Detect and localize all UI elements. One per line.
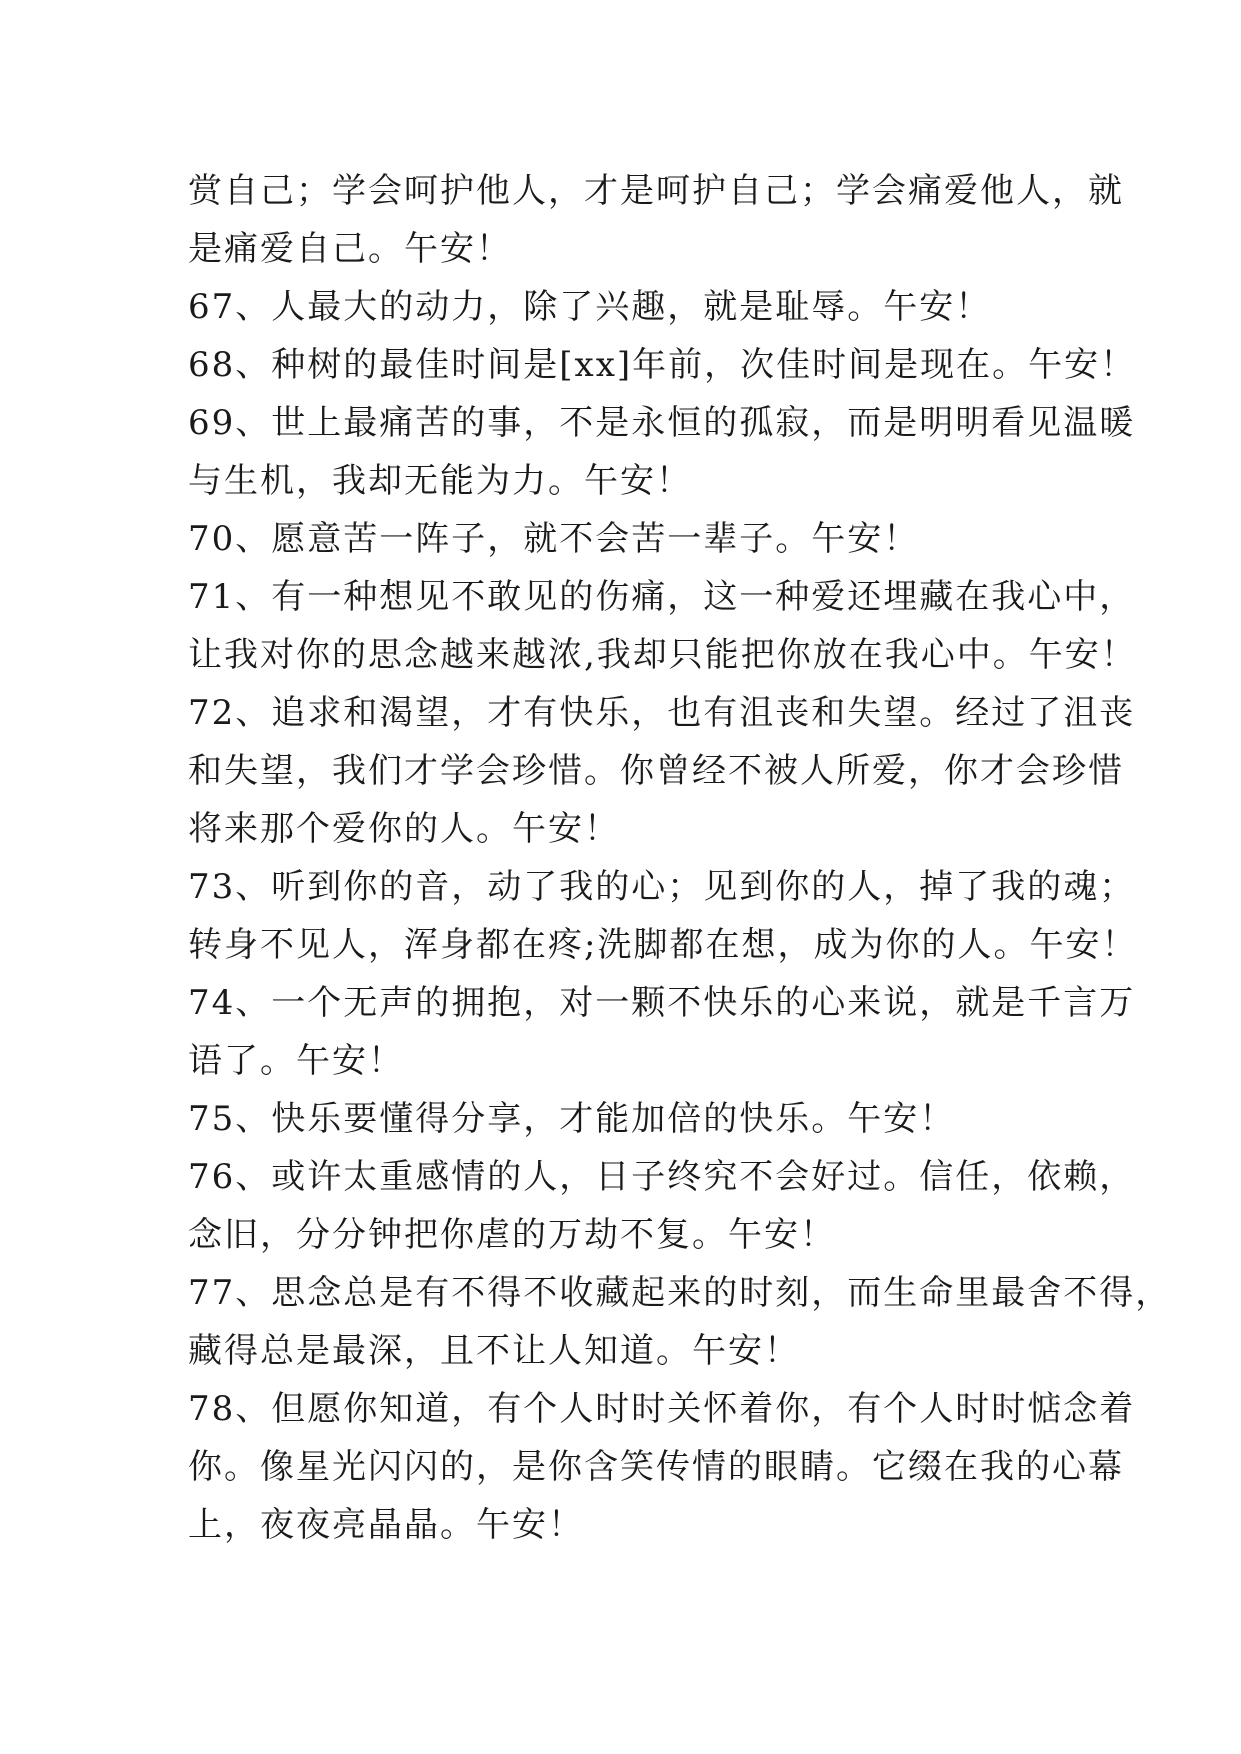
text-line: 75、快乐要懂得分享，才能加倍的快乐。午安！ (188, 1099, 956, 1139)
text-line: 69、世上最痛苦的事，不是永恒的孤寂，而是明明看见温暖 (188, 403, 1136, 443)
text-line: 藏得总是最深，且不让人知道。午安！ (188, 1331, 800, 1371)
document-body (188, 162, 1172, 1554)
text-line: 77、思念总是有不得不收藏起来的时刻，而生命里最舍不得， (188, 1273, 1172, 1313)
text-line: 上，夜夜亮晶晶。午安！ (188, 1505, 584, 1545)
text-line: 念旧，分分钟把你虐的万劫不复。午安！ (188, 1215, 836, 1255)
text-line: 68、种树的最佳时间是[xx]年前，次佳时间是现在。午安！ (188, 345, 1137, 385)
text-line: 76、或许太重感情的人，日子终究不会好过。信任，依赖， (188, 1157, 1136, 1197)
text-line: 73、听到你的音，动了我的心；见到你的人，掉了我的魂； (188, 867, 1136, 907)
text-line: 70、愿意苦一阵子，就不会苦一辈子。午安！ (188, 519, 920, 559)
text-line: 74、一个无声的拥抱，对一颗不快乐的心来说，就是千言万 (188, 983, 1136, 1023)
text-line: 71、有一种想见不敢见的伤痛，这一种爱还埋藏在我心中， (188, 577, 1136, 617)
text-line: 让我对你的思念越来越浓,我却只能把你放在我心中。午安！ (188, 635, 1137, 675)
text-line: 语了。午安！ (188, 1041, 404, 1081)
text-line: 与生机，我却无能为力。午安！ (188, 461, 692, 501)
text-line: 78、但愿你知道，有个人时时关怀着你，有个人时时惦念着 (188, 1389, 1136, 1429)
text-line: 67、人最大的动力，除了兴趣，就是耻辱。午安！ (188, 287, 992, 327)
text-line: 和失望，我们才学会珍惜。你曾经不被人所爱，你才会珍惜 (188, 751, 1124, 791)
text-line: 是痛爱自己。午安！ (188, 229, 512, 269)
text-line: 赏自己；学会呵护他人，才是呵护自己；学会痛爱他人，就 (188, 171, 1124, 211)
text-line: 你。像星光闪闪的，是你含笑传情的眼睛。它缀在我的心幕 (188, 1447, 1124, 1487)
text-line: 将来那个爱你的人。午安！ (188, 809, 620, 849)
text-line: 72、追求和渴望，才有快乐，也有沮丧和失望。经过了沮丧 (188, 693, 1136, 733)
text-line: 转身不见人，浑身都在疼;洗脚都在想，成为你的人。午安！ (188, 925, 1138, 965)
